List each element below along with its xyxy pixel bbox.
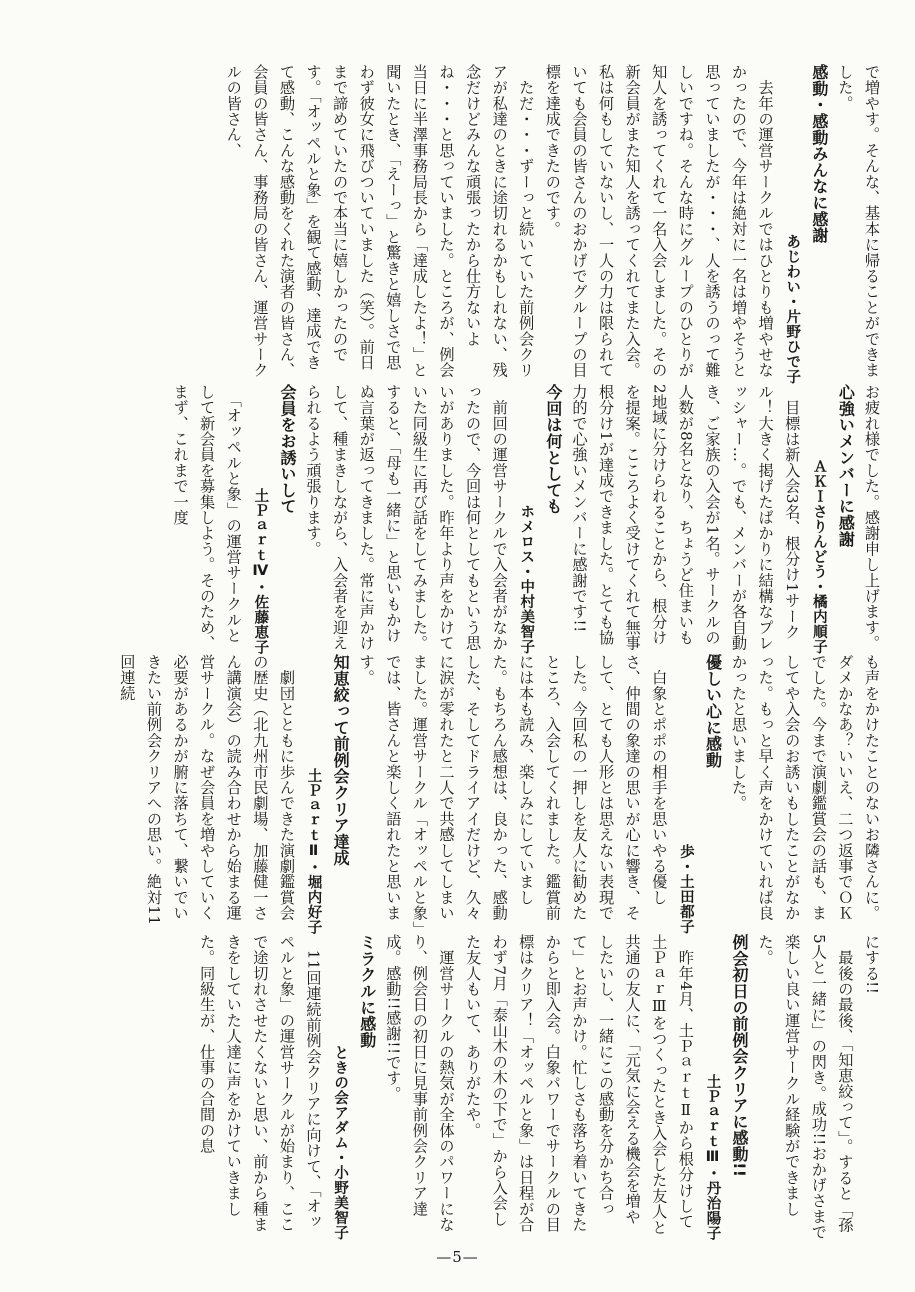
article-paragraph: も声をかけたことのないお隣さんに。ダメかなあ？いいえ、二つ返事でＯＫでした。今まで演劇鑑賞会の話も、ましてや入会のお誘いもしたことがなかった。もっと早く声をかけていれば良かったと思いました。	[730, 654, 881, 921]
article-tier-4	[30, 934, 885, 1240]
article-tier-3	[30, 654, 885, 934]
article-author: 歩・土田都子	[677, 844, 694, 934]
article-author: 土ＰａｒｔⅣ・佐藤恵子	[252, 487, 269, 654]
article-paragraph: 劇団とともに歩んできた演劇鑑賞会の歴史（北九州市民劇場、加藤健一さん講演会）の読み合わせから始まる運営サークル。なぜ会員を増やしていく必要があるかが腑に落ちて、繋いでいきたい前例会クリアへの思い。絶対11回連続	[118, 654, 296, 926]
tier-3-text	[30, 654, 885, 934]
tier-1-text	[30, 64, 885, 384]
article-paragraph: 前回の運営サークルで入会者がなかったので、今回は何としてもという思いがありました。昨年より声をかけていた同級生に再び話をしてみました。すると、「母も一緒に」と思いもかけぬ言葉が返ってきました。常に声かけして、種まきしながら、入会者を迎えられるよう頑張ります。	[304, 384, 509, 651]
article-heading: 会員をお誘いして	[277, 384, 297, 515]
article-paragraph: 目標は新入会3名、根分け1サークル！大きく掲げたばかりに結構なプレッシャー…。でも、メンバーが各自動き、ご家族の入会が1名。サークルの人数が8名となり、ちょうど住まいも2地域に分けられることから、根分けを提案。こころよく受けてくれて無事根分け1が達成できました。とても協力的で心強いメンバーに感謝です!!	[570, 384, 802, 651]
article-heading: 今回は何としても	[543, 384, 563, 515]
article-paragraph: 「オッペルと象」の運営サークルとして新会員を募集しよう。そのため、まず、これまで一度	[171, 384, 243, 651]
article-paragraph: にする!!	[863, 934, 881, 995]
tier-4-text	[30, 934, 885, 1240]
article-heading: 心強いメンバーに感謝	[836, 384, 856, 547]
article-paragraph: 昨年4月、土ＰａｒｔⅡから根分けして土ＰａｒⅢをつくったとき入会した友人と共通の友人に、「元気に会える機会を増やしたいし、一緒にこの感動を分かち合って」とお声かけ。忙しさも落ち着いてきたからと即入会。白象パワーでサークルの目標はクリア！「オッペルと象」は日程が合わず7月「泰山木の木の下で」から入会した友人もいて、ありがたや。	[464, 934, 695, 1236]
article-paragraph: 去年の運営サークルではひとりも増やせなかったので、今年は絶対に一名は増やそうと思っていましたが・・・、人を誘うのって難しいですね。そんな時にグループのひとりが知人を誘ってくれて一名入会しました。その新会員がまた知人を誘ってくれてまた入会。私は何もしていないし、一人の力は限られていても会員の皆さんのおかげでグループの目標を達成できたのです。	[543, 64, 775, 378]
article-author: ＡＫＩさりんどう・橘内順子	[810, 459, 827, 654]
page-number: —5—	[436, 1248, 479, 1266]
article-tier-1	[30, 64, 885, 384]
article-paragraph: 最後の最後、「知恵絞って」。すると「孫5人と一緒に」の閃き。成功!!おかげさまで楽しい良い運営サークル経験ができました。	[756, 934, 855, 1240]
article-author: ホメロス・中村美智子	[518, 504, 535, 654]
article-paragraph: お疲れ様でした。感謝申し上げます。	[863, 384, 881, 651]
article-heading: 例会初日の前例会クリアに感動!!	[730, 934, 750, 1178]
article-author: あじわい・片野ひで子	[784, 234, 801, 384]
article-paragraph: 白象とポポの相手を思いやる優しさ、仲間の象達の思いが心に響き、そして、とても人形とは思えない表現でした。今回私の一押しを友人に勧めたところ、入会してくれました。鑑賞前には本も読み、楽しみにしていました。もちろん感想は、良かった、感動した、そしてドライアイだけど、久々に涙が零れたと二人で共感してしまいました。運営サークル「オッペルと象」では、皆さんと楽しく語れたと思います。	[357, 654, 669, 929]
article-author: ときの会アダム・小野美智子	[332, 1045, 349, 1240]
article-heading: 感動・感動みんなに感謝	[809, 64, 829, 244]
article-paragraph: ただ・・・ずーっと続いていた前例会クリアが私達のときに途切れるかもしれない、残念だけどみんな頑張ったから仕方ないよね・・・と思っていました。ところが、例会当日に半澤事務局長から「達成したよ！」と聞いたとき、「えーっ」と驚きと嬉しさで思わず彼女に飛びついていました（笑）。前日まで諦めていたので本当に嬉しかったのです。「オッペルと象」を観て感動、達成できて感動、こんな感動をくれた演者の皆さん、会員の皆さん、事務局の皆さん、運営サークルの皆さん、	[224, 64, 536, 378]
article-paragraph: 運営サークルの熱気が全体のパワーになり、例会日の初日に見事前例会クリア達成。感動!!感謝!!です。	[384, 934, 456, 1233]
article-author: 土ＰａｒｔⅢ・丹治陽子	[704, 1073, 721, 1240]
article-heading: 知恵絞って前例会クリア達成	[331, 654, 351, 866]
article-heading: 優しい心に感動	[703, 654, 723, 769]
article-heading: ミラクルに感動	[357, 934, 377, 1049]
article-author: 土ＰａｒｔⅡ・堀内好子	[305, 767, 322, 934]
article-paragraph: で増やす。そんな、基本に帰ることができました。	[836, 64, 881, 378]
article-paragraph: 11回連続前例会クリアに向けて、「オッペルと象」の運営サークルが始まり、ここで途切れさせたくないと思い、前から種まきをしていた人達に声をかけていきました。同級生が、仕事の合間の息	[198, 934, 323, 1233]
article-tier-2	[30, 384, 885, 654]
tier-2-text	[30, 384, 885, 654]
